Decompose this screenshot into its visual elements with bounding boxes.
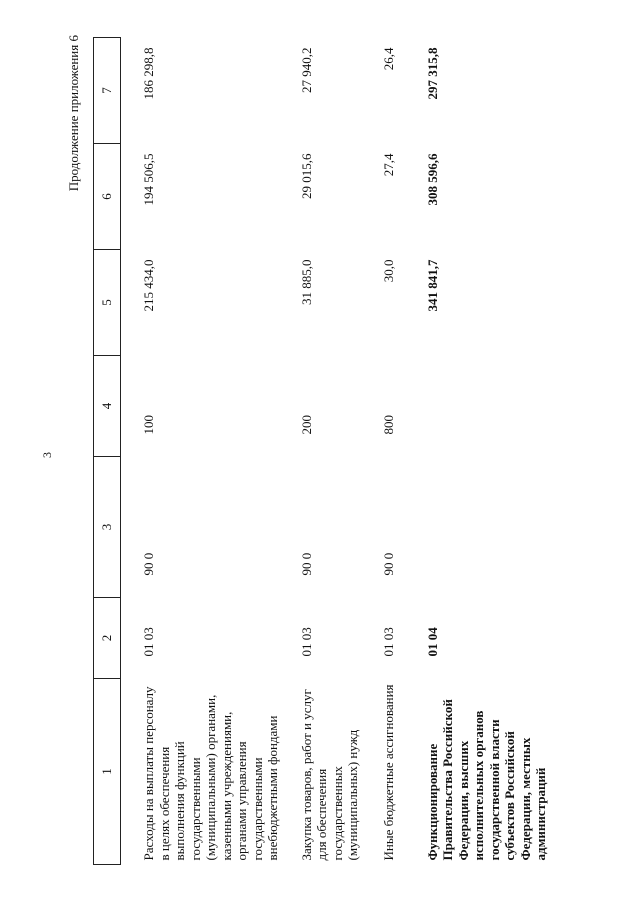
row-name: Функционирование Правительства Российской Федерации, высших исполнительных органов государственной власти субъектов Российской Федерации, местных администраций: [424, 699, 548, 861]
target-article: 90 0: [380, 552, 396, 576]
table-row: [121, 38, 281, 865]
continuation-label: Продолжение приложения 6: [66, 35, 81, 192]
expense-type: 100: [141, 415, 156, 435]
header-cell-2: 2: [94, 598, 121, 679]
value-col-5: 31 885,0: [298, 259, 314, 305]
header-cell-1: 1: [94, 679, 121, 865]
header-cell-6: 6: [94, 144, 121, 250]
table-row: [281, 38, 363, 865]
value-col-6: 194 506,5: [141, 153, 156, 206]
budget-table: [93, 37, 555, 865]
row-name: Иные бюджетные ассигнования: [380, 684, 396, 861]
header-cell-3: 3: [94, 457, 121, 598]
value-col-5: 30,0: [380, 259, 396, 283]
header-row: [94, 38, 121, 865]
target-article: 90 0: [298, 552, 314, 576]
row-name: Расходы на выплаты персоналу в целях обеспечения выполнения функций государственными (муниципальными) органами, казенными учреждениями, органами управления государственными внебюджетными фондами: [141, 686, 280, 861]
value-col-5: 215 434,0: [141, 259, 156, 312]
header-cell-7: 7: [94, 38, 121, 144]
target-article: 90 0: [141, 552, 156, 576]
section-code: 01 03: [298, 627, 314, 657]
value-col-7: 297 315,8: [424, 47, 440, 100]
value-col-6: 308 596,6: [424, 153, 440, 206]
section-code: 01 03: [380, 627, 396, 657]
section-code: 01 03: [141, 627, 156, 657]
value-col-7: 26,4: [380, 47, 396, 71]
page-number: 3: [40, 452, 54, 458]
section-code: 01 04: [424, 627, 440, 657]
expense-type: [407, 356, 555, 457]
table-row: [363, 38, 407, 865]
value-col-7: 186 298,8: [141, 47, 156, 100]
table-row-total: [407, 38, 555, 865]
expense-type: 200: [298, 415, 314, 435]
value-col-5: 341 841,7: [424, 259, 440, 312]
value-col-6: 27,4: [380, 153, 396, 177]
header-cell-5: 5: [94, 250, 121, 356]
value-col-7: 27 940,2: [298, 47, 314, 93]
target-article: [407, 457, 555, 598]
value-col-6: 29 015,6: [298, 153, 314, 199]
header-cell-4: 4: [94, 356, 121, 457]
row-name: Закупка товаров, работ и услуг для обеспечения государственных (муниципальных) нужд: [298, 689, 360, 861]
expense-type: 800: [380, 415, 396, 435]
